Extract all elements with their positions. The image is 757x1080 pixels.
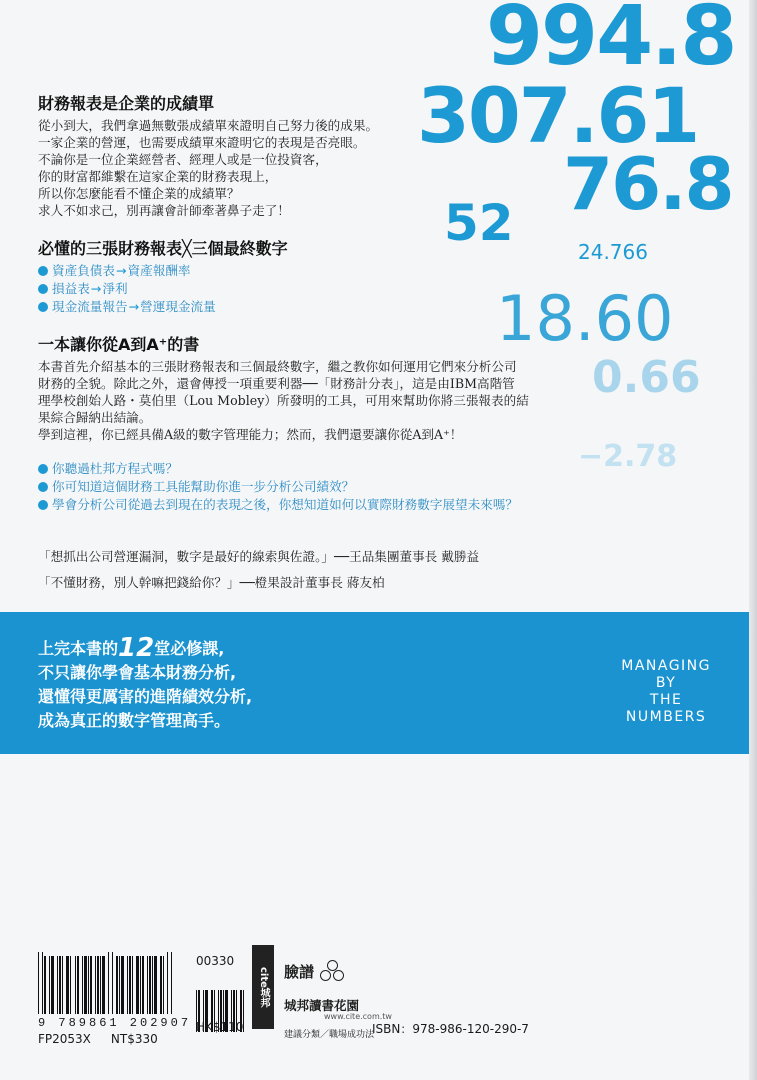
bullet-icon [38, 266, 48, 276]
endorsement-quote: 「想抓出公司營運漏洞，數字是最好的線索與佐證。」──王品集團董事長 戴勝益 [38, 549, 480, 564]
decor-number: 24.766 [578, 240, 648, 264]
category-label: 建議分類／職場成功法 [284, 1030, 375, 1040]
body-line: 所以你怎麼能看不懂企業的成績單？ [38, 186, 240, 201]
bullet-icon [38, 302, 48, 312]
arrow-icon: → [90, 281, 102, 296]
list-item: 資產負債表 → 資產報酬率 [38, 262, 288, 280]
section-report-card [38, 91, 378, 219]
body-line: 果綜合歸納出結論。 [38, 410, 152, 425]
arrow-icon: → [115, 263, 127, 278]
decor-number: 18.60 [496, 282, 674, 355]
section-title: 必懂的三張財務報表╳三個最終數字 [38, 239, 288, 258]
banner-slogan: 上完本書的12堂必修課, 不只讓你學會基本財務分析, 還懂得更厲害的進階績效分析, 成為真正的數字管理高手。 [38, 633, 253, 730]
body-line: 從小到大，我們拿過無數張成績單來證明自己努力後的成果。 [38, 118, 379, 133]
bullet-icon [38, 284, 48, 294]
endorsement-quote: 「不懂財務，別人幹嘛把錢給你？」──橙果設計董事長 蔣友柏 [38, 575, 385, 590]
list-item: 你聽過杜邦方程式嗎？ [38, 460, 518, 478]
body-line: 不論你是一位企業經營者、經理人或是一位投資客， [38, 152, 328, 167]
list-item: 你可知道這個財務工具能幫助你進一步分析公司績效？ [38, 478, 518, 496]
bullet-icon [38, 482, 48, 492]
body-line: 求人不如求己，別再讓會計師牽著鼻子走了！ [38, 203, 290, 218]
decor-number: −2.78 [578, 439, 678, 474]
isbn-number: ISBN：978-986-120-290-7 [372, 1022, 529, 1036]
arrow-icon: → [128, 299, 140, 314]
product-code: FP2053X [38, 1032, 91, 1046]
list-item: 學會分析公司從過去到現在的表現之後，你想知道如何以實際財務數字展望未來嗎？ [38, 496, 518, 514]
body-line: 理學校創始人路・莫伯里（Lou Mobley）所發明的工具，可用來幫助你將三張報表的結 [38, 393, 529, 408]
decor-number: 52 [444, 194, 514, 252]
flower-logo-icon [320, 960, 344, 982]
cite-logo: cite城邦 [252, 945, 274, 1029]
decor-number: 994.8 [486, 0, 736, 84]
section-three-reports [38, 236, 288, 316]
section-title: 財務報表是企業的成績單 [38, 94, 215, 113]
publisher-url: www.cite.com.tw [324, 1012, 392, 1021]
body-line: 一家企業的營運，也需要成績單來證明它的表現是否亮眼。 [38, 135, 366, 150]
list-item: 現金流量報告 → 營運現金流量 [38, 298, 288, 316]
body-line: 學到這裡，你已經具備A級的數字管理能力；然而，我們還要讓你從A到A⁺！ [38, 427, 463, 442]
isbn-barcode [38, 952, 191, 1046]
price-addon-barcode: 00330 [196, 954, 245, 1032]
barcode-digits: 9 789861 202907 [38, 1016, 192, 1030]
report-list [38, 262, 288, 316]
imprint-name: 臉譜 [284, 962, 315, 981]
body-line: 本書首先介紹基本的三張財務報表和三個最終數字，繼之教你如何運用它們來分析公司 [38, 359, 517, 374]
body-line: 財務的全貌。除此之外，還會傳授一項重要利器──「財務計分表」，這是由IBM高階管 [38, 376, 515, 391]
book-edge [749, 0, 757, 1080]
decor-number: 76.8 [563, 142, 733, 226]
section-title: 一本讓你從A到A⁺的書 [38, 335, 200, 354]
price-hk: HK$110 [196, 1020, 244, 1034]
decor-number: 0.66 [592, 352, 701, 403]
decor-number: 307.61 [417, 71, 699, 160]
publisher-group: 城邦讀書花園 [284, 998, 360, 1013]
barcode-bars [38, 952, 191, 1014]
bullet-icon [38, 464, 48, 474]
english-title: MANAGING BY THE NUMBERS [621, 658, 711, 725]
section-a-to-aplus [38, 332, 529, 443]
body-line: 你的財富都維繫在這家企業的財務表現上， [38, 169, 278, 184]
bullet-icon [38, 500, 48, 510]
list-item: 損益表 → 淨利 [38, 280, 288, 298]
price-tw: NT$330 [110, 1032, 158, 1046]
course-count: 12 [118, 633, 155, 663]
question-list [38, 460, 518, 514]
